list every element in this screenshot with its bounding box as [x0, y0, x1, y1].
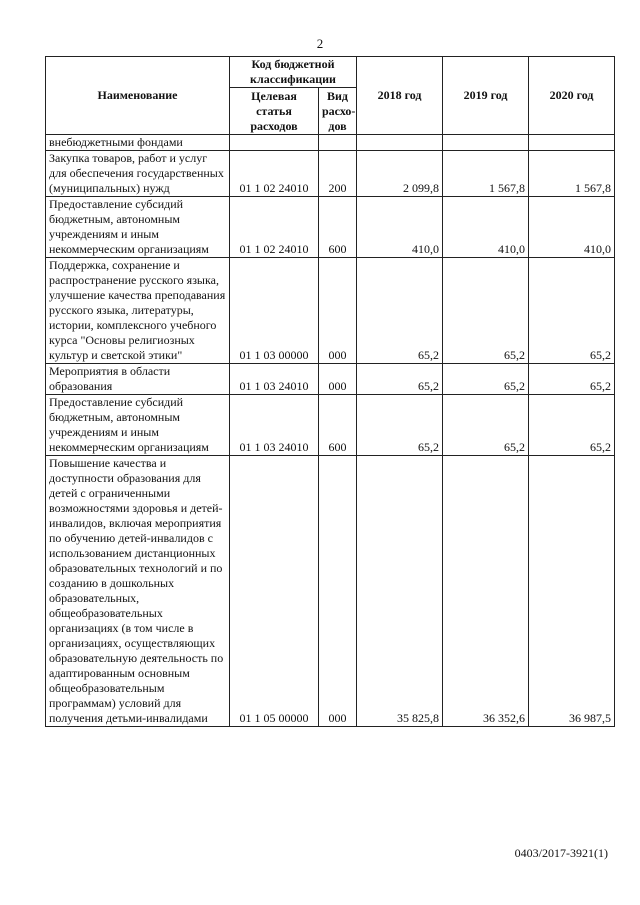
header-2020: 2020 год: [529, 57, 615, 135]
row-expense-type: 000: [319, 258, 357, 364]
row-expense-type: 000: [319, 364, 357, 395]
row-2019: 1 567,8: [443, 151, 529, 197]
row-name: Поддержка, сохранение и распространение русского языка, улучшение качества преподавания русского языка, литературы, истории, комплексного учебного курса "Основы религиозных культур и светской этики": [46, 258, 230, 364]
row-name: Предоставление субсидий бюджетным, автономным учреждениям и иным некоммерческим организациям: [46, 395, 230, 456]
table-row: [46, 151, 615, 197]
row-expense-type: 000: [319, 456, 357, 727]
row-name: Мероприятия в области образования: [46, 364, 230, 395]
row-2020: 36 987,5: [529, 456, 615, 727]
row-target-item: 01 1 02 24010: [230, 151, 319, 197]
row-2019: [443, 135, 529, 151]
row-expense-type: 600: [319, 197, 357, 258]
row-2020: 1 567,8: [529, 151, 615, 197]
row-2018: 65,2: [357, 258, 443, 364]
row-2018: 410,0: [357, 197, 443, 258]
table-row: [46, 456, 615, 727]
row-name: Предоставление субсидий бюджетным, автономным учреждениям и иным некоммерческим организациям: [46, 197, 230, 258]
row-2018: 35 825,8: [357, 456, 443, 727]
row-2019: 36 352,6: [443, 456, 529, 727]
table-row: [46, 135, 615, 151]
budget-table: [45, 56, 615, 727]
row-name: Повышение качества и доступности образования для детей с ограниченными возможностями здоровья и детей-инвалидов, включая мероприятия по обучению детей-инвалидов с использованием дистанционных образовательных технологий и по созданию в дошкольных образовательных, общеобразовательных организациях (в том числе в организациях, осуществляющих образовательную деятельность по адаптированным основным общеобразовательным программам) условий для получения детьми-инвалидами: [46, 456, 230, 727]
row-expense-type: 200: [319, 151, 357, 197]
row-expense-type: [319, 135, 357, 151]
header-target-item: Целевая статья расходов: [230, 88, 319, 135]
row-2020: 65,2: [529, 258, 615, 364]
document-code: 0403/2017-3921(1): [514, 846, 608, 860]
row-2020: 65,2: [529, 364, 615, 395]
row-2018: 65,2: [357, 395, 443, 456]
row-2019: 65,2: [443, 364, 529, 395]
table-row: [46, 364, 615, 395]
table-row: [46, 258, 615, 364]
row-2019: 65,2: [443, 395, 529, 456]
row-target-item: 01 1 02 24010: [230, 197, 319, 258]
header-2018: 2018 год: [357, 57, 443, 135]
row-target-item: 01 1 03 24010: [230, 395, 319, 456]
header-expense-type: Вид расхо-дов: [319, 88, 357, 135]
row-2018: 2 099,8: [357, 151, 443, 197]
header-2019: 2019 год: [443, 57, 529, 135]
row-2020: 65,2: [529, 395, 615, 456]
header-name: Наименование: [46, 57, 230, 135]
table-row: [46, 197, 615, 258]
row-target-item: 01 1 03 00000: [230, 258, 319, 364]
row-expense-type: 600: [319, 395, 357, 456]
header-code-group: Код бюджетной классификации: [230, 57, 357, 88]
table-row: [46, 395, 615, 456]
row-2019: 410,0: [443, 197, 529, 258]
row-target-item: [230, 135, 319, 151]
page-number: 2: [316, 36, 324, 51]
row-target-item: 01 1 03 24010: [230, 364, 319, 395]
row-2020: 410,0: [529, 197, 615, 258]
row-target-item: 01 1 05 00000: [230, 456, 319, 727]
row-name: Закупка товаров, работ и услуг для обеспечения государственных (муниципальных) нужд: [46, 151, 230, 197]
row-2020: [529, 135, 615, 151]
row-name: внебюджетными фондами: [46, 135, 230, 151]
row-2018: [357, 135, 443, 151]
row-2019: 65,2: [443, 258, 529, 364]
row-2018: 65,2: [357, 364, 443, 395]
